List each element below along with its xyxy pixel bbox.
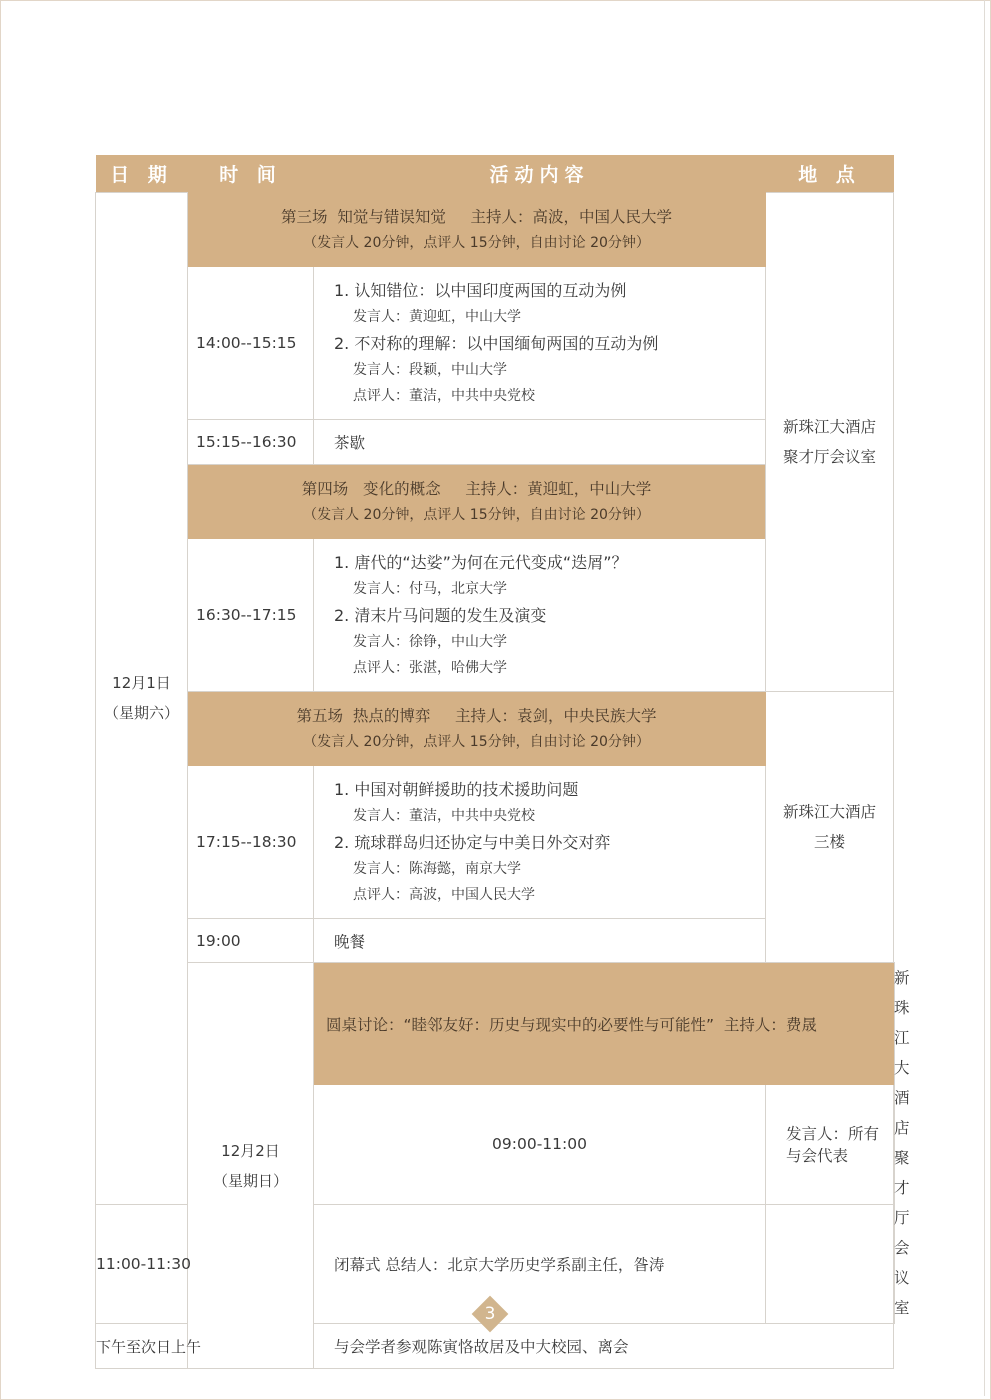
table-row (96, 963, 895, 1085)
talk-title: 2. 清末片马问题的发生及演变 (334, 606, 547, 625)
talk-speaker: 发言人：董洁，中共中央党校 (353, 808, 535, 824)
talk-speaker: 发言人：黄迎虹，中山大学 (353, 309, 521, 325)
talk-title: 2. 不对称的理解：以中国缅甸两国的互动为例 (334, 334, 659, 353)
page-edge-line (984, 0, 985, 1396)
schedule-table (95, 155, 910, 1369)
location-cell-3: 新珠江大酒店 聚才厅会议室 (894, 963, 895, 1324)
talk-title: 1. 唐代的“达娑”为何在元代变成“迭屑”？ (334, 553, 628, 572)
talk-commentator: 点评人：董洁，中共中央党校 (353, 388, 535, 404)
talk-title: 1. 认知错位：以中国印度两国的互动为例 (334, 281, 627, 300)
day1-weekday: （星期六） (103, 704, 179, 723)
tea-break-label: 茶歇 (314, 420, 766, 465)
table-header-row (96, 155, 895, 193)
header-location: 地 点 (766, 155, 894, 193)
dinner-time: 19:00 (188, 919, 314, 963)
session5-note: （发言人 20分钟，点评人 15分钟，自由讨论 20分钟） (303, 733, 650, 750)
location1-line1: 新珠江大酒店 (782, 418, 876, 436)
location2-line2: 三楼 (813, 833, 845, 851)
talk-title: 1. 中国对朝鲜援助的技术援助问题 (334, 780, 579, 799)
session3-talks (314, 267, 766, 420)
session3-header (188, 193, 766, 267)
dinner-label: 晚餐 (314, 919, 766, 963)
day2-date: 12月2日 (221, 1141, 280, 1160)
table-row (96, 692, 895, 766)
talk-speaker: 发言人：段颖，中山大学 (353, 362, 507, 378)
table-row (96, 193, 895, 267)
location1-line2: 聚才厅会议室 (782, 448, 876, 466)
header-time: 时 间 (188, 155, 314, 193)
talk-commentator: 点评人：高波，中国人民大学 (353, 887, 535, 903)
roundtable-header: 圆桌讨论：“睦邻友好：历史与现实中的必要性与可能性” 主持人：费晟 (314, 963, 894, 1085)
date-cell-day1 (96, 193, 188, 1205)
session5-talks (314, 766, 766, 919)
day2-time-3: 下午至次日上午 (96, 1324, 188, 1369)
tea-break-time: 15:15--16:30 (188, 420, 314, 465)
session5-time: 17:15--18:30 (188, 766, 314, 919)
day2-content-2: 闭幕式 总结人：北京大学历史学系副主任，昝涛 (314, 1204, 766, 1323)
day2-time-2: 11:00-11:30 (96, 1204, 188, 1323)
talk-speaker: 发言人：陈海懿，南京大学 (353, 861, 521, 877)
location-cell-2 (766, 692, 894, 963)
location-cell-1 (766, 193, 894, 692)
page-number: 3 (484, 1304, 496, 1324)
header-date: 日 期 (96, 155, 188, 193)
session4-talks (314, 539, 766, 692)
session5-header (188, 692, 766, 766)
session4-header (188, 465, 766, 539)
session3-title: 第三场 知觉与错误知觉 主持人：高波，中国人民大学 (281, 207, 672, 226)
day2-time-1: 09:00-11:00 (314, 1085, 766, 1204)
session3-note: （发言人 20分钟，点评人 15分钟，自由讨论 20分钟） (303, 234, 650, 251)
session3-time: 14:00--15:15 (188, 267, 314, 420)
header-content: 活动内容 (314, 155, 766, 193)
day2-content-3: 与会学者参观陈寅恪故居及中大校园、离会 (314, 1324, 894, 1369)
location2-line1: 新珠江大酒店 (782, 803, 876, 821)
talk-title: 2. 琉球群岛归还协定与中美日外交对弈 (334, 833, 611, 852)
session4-time: 16:30--17:15 (188, 539, 314, 692)
date-cell-day2 (188, 963, 314, 1369)
talk-speaker: 发言人：徐铮，中山大学 (353, 634, 507, 650)
session5-title: 第五场 热点的博弈 主持人：袁剑，中央民族大学 (296, 706, 657, 725)
day1-date: 12月1日 (112, 674, 171, 693)
session4-title: 第四场 变化的概念 主持人：黄迎虹，中山大学 (301, 479, 652, 498)
talk-speaker: 发言人：付马，北京大学 (353, 581, 507, 597)
talk-commentator: 点评人：张湛，哈佛大学 (353, 660, 507, 676)
day2-content-1: 发言人：所有与会代表 (766, 1085, 894, 1204)
session4-note: （发言人 20分钟，点评人 15分钟，自由讨论 20分钟） (303, 506, 650, 523)
day2-weekday: （星期日） (212, 1171, 288, 1190)
